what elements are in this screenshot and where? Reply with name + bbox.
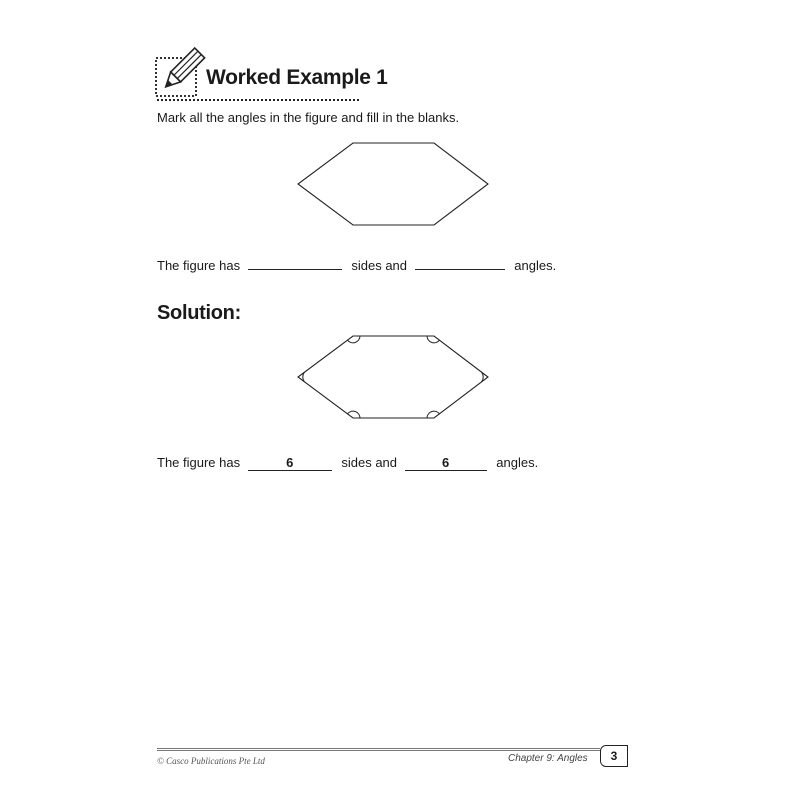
- question-middle: sides and: [351, 258, 408, 273]
- angle-marks: [303, 336, 483, 418]
- solution-hexagon: [290, 328, 500, 428]
- question-sentence: [157, 254, 556, 273]
- solution-suffix: angles.: [496, 455, 539, 470]
- copyright-notice: [157, 756, 265, 766]
- copyright-icon: ©: [157, 756, 164, 766]
- title-dotted-underline: [157, 99, 359, 101]
- sides-answer: 6: [248, 455, 332, 471]
- instruction-text: Mark all the angles in the figure and fill in the blanks.: [157, 110, 460, 125]
- solution-middle: sides and: [341, 455, 398, 470]
- angles-answer: 6: [405, 455, 487, 471]
- footer-rule: [157, 748, 600, 751]
- solution-prefix: The figure has: [157, 455, 241, 470]
- chapter-label: Chapter 9: Angles: [508, 753, 588, 764]
- angles-blank[interactable]: [415, 254, 505, 270]
- worked-example-title: Worked Example 1: [206, 66, 388, 89]
- question-prefix: The figure has: [157, 258, 241, 273]
- solution-heading: Solution:: [157, 302, 241, 324]
- solution-sentence: [157, 455, 538, 471]
- question-suffix: angles.: [514, 258, 557, 273]
- sides-blank[interactable]: [248, 254, 342, 270]
- question-hexagon: [290, 133, 500, 233]
- pencil-icon: [150, 44, 210, 102]
- publisher-name: Casco Publications Pte Ltd: [166, 756, 265, 766]
- page-number: 3: [600, 745, 628, 767]
